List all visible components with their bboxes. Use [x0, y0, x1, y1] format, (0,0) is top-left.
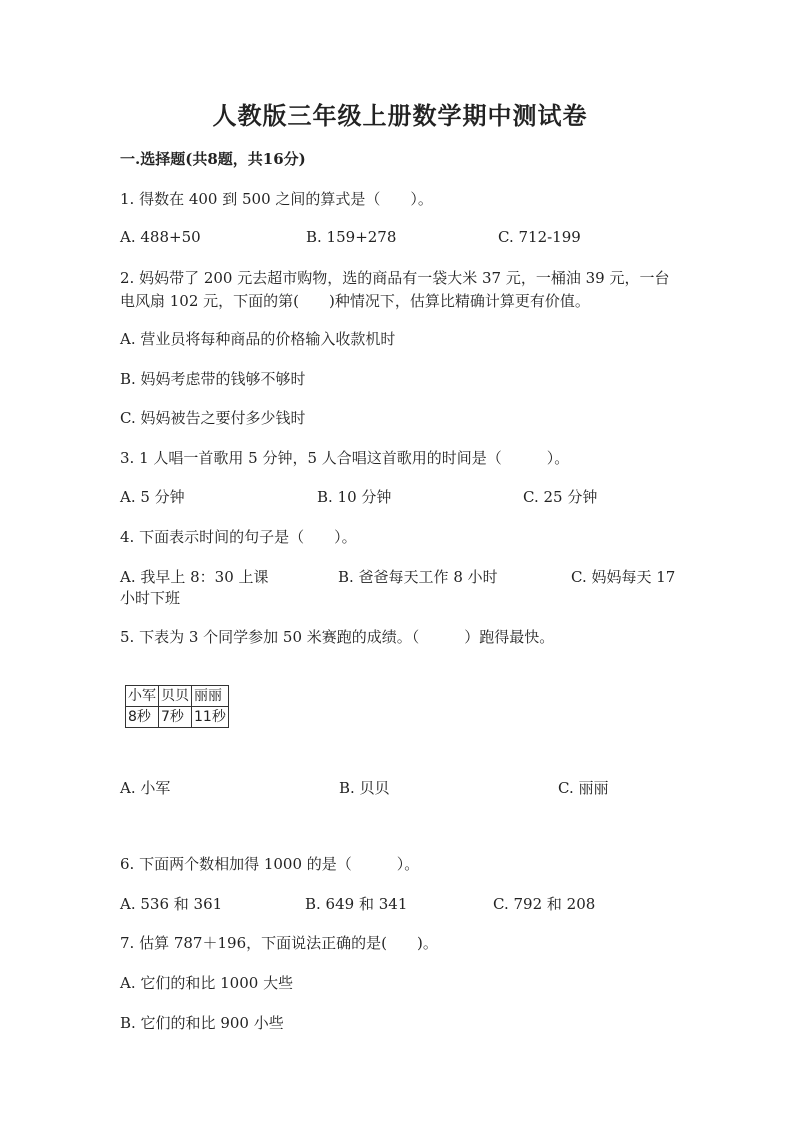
question-4-option-b: B. 爸爸每天工作 8 小时	[338, 568, 498, 586]
question-3-option-b: B. 10 分钟	[317, 488, 392, 506]
question-1-text: 1. 得数在 400 到 500 之间的算式是（ ）。	[120, 190, 433, 208]
question-7-option-a: A. 它们的和比 1000 大些	[120, 974, 294, 992]
table-header-cell: 小军	[126, 686, 159, 707]
question-1-option-b: B. 159+278	[306, 228, 397, 246]
table-row	[126, 707, 229, 728]
question-4-text: 4. 下面表示时间的句子是（ ）。	[120, 528, 357, 546]
question-5-option-a: A. 小军	[120, 779, 171, 797]
table-cell: 8秒	[126, 707, 159, 728]
question-2-option-b: B. 妈妈考虑带的钱够不够时	[120, 370, 306, 388]
question-4-option-a: A. 我早上 8：30 上课	[120, 568, 269, 586]
question-6-text: 6. 下面两个数相加得 1000 的是（ ）。	[120, 855, 420, 873]
question-1-option-a: A. 488+50	[120, 228, 201, 246]
page-title: 人教版三年级上册数学期中测试卷	[212, 101, 588, 130]
table-header-cell: 丽丽	[192, 686, 229, 707]
question-5-text: 5. 下表为 3 个同学参加 50 米赛跑的成绩。（ ）跑得最快。	[120, 628, 555, 646]
question-4-option-c-continued: 小时下班	[120, 589, 181, 607]
question-3-text: 3. 1 人唱一首歌用 5 分钟，5 人合唱这首歌用的时间是（ ）。	[120, 449, 570, 467]
question-7-text: 7. 估算 787＋196，下面说法正确的是( )。	[120, 934, 438, 952]
table-cell: 11秒	[192, 707, 229, 728]
question-3-option-a: A. 5 分钟	[120, 488, 185, 506]
question-4-option-c: C. 妈妈每天 17	[571, 568, 676, 586]
question-6-option-b: B. 649 和 341	[305, 895, 408, 913]
table-header-cell: 贝贝	[159, 686, 192, 707]
question-5-option-c: C. 丽丽	[558, 779, 609, 797]
question-7-option-b: B. 它们的和比 900 小些	[120, 1014, 284, 1032]
table-header-row	[126, 686, 229, 707]
question-2-option-c: C. 妈妈被告之要付多少钱时	[120, 409, 306, 427]
section-heading: 一.选择题(共8题，共16分)	[120, 150, 306, 168]
table-cell: 7秒	[159, 707, 192, 728]
question-6-option-c: C. 792 和 208	[493, 895, 596, 913]
question-3-option-c: C. 25 分钟	[523, 488, 598, 506]
results-table	[125, 685, 229, 728]
question-2-option-a: A. 营业员将每种商品的价格输入收款机时	[120, 330, 396, 348]
question-6-option-a: A. 536 和 361	[120, 895, 223, 913]
question-2-text: 2. 妈妈带了 200 元去超市购物，选的商品有一袋大米 37 元，一桶油 39 元，一台电风扇 102 元，下面的第( )种情况下，估算比精确计算更有价值。	[120, 269, 670, 310]
question-1-option-c: C. 712-199	[498, 228, 581, 246]
question-5-option-b: B. 贝贝	[339, 779, 390, 797]
